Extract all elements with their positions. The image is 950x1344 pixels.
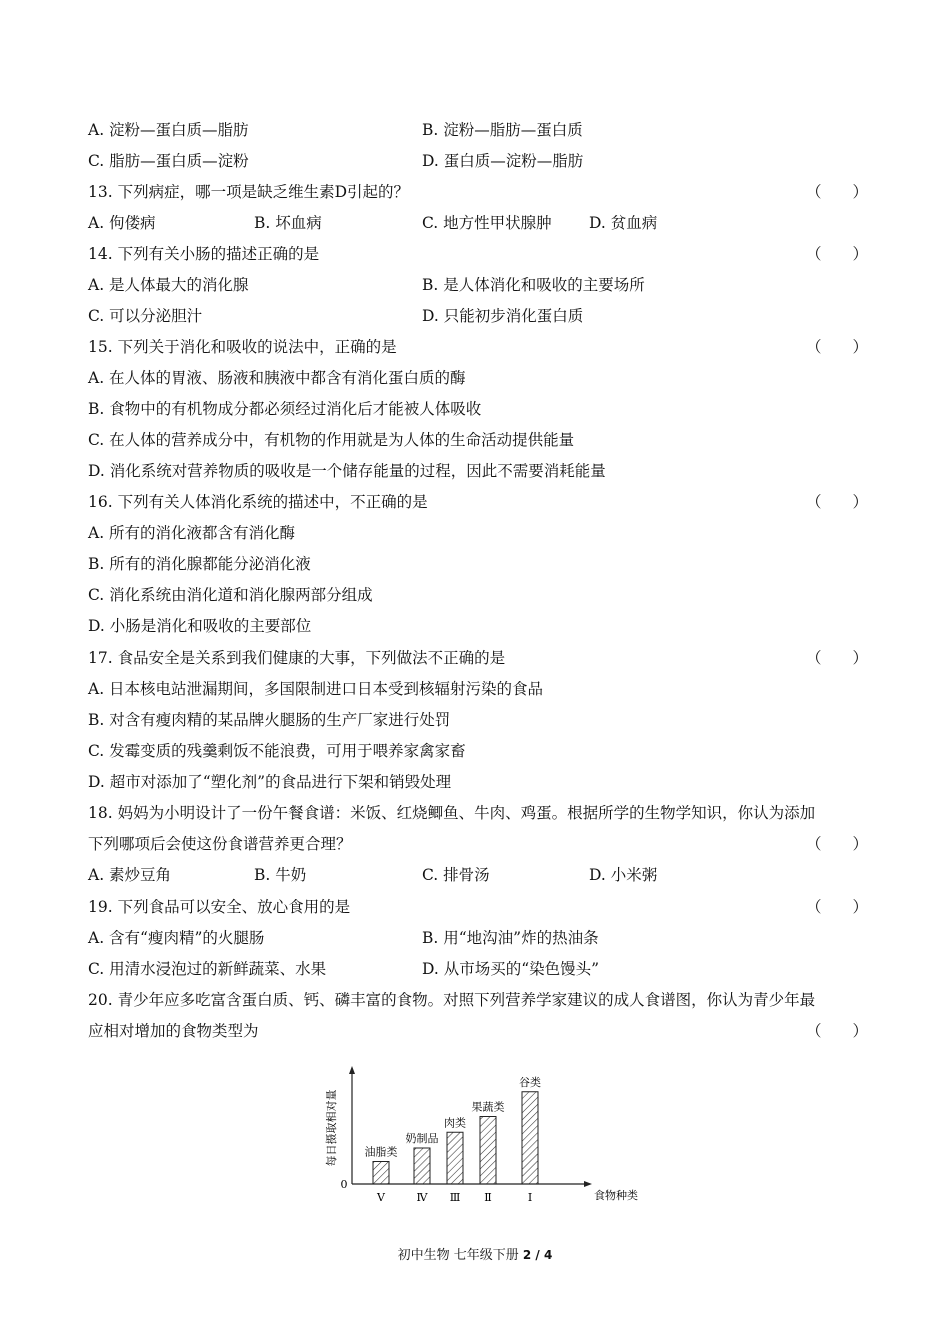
q15-option-b: B. 食物中的有机物成分都必须经过消化后才能被人体吸收 bbox=[88, 400, 482, 418]
q13-answer-paren: （ ） bbox=[805, 183, 868, 201]
bar-label-1: 油脂类 bbox=[364, 1145, 398, 1159]
q17-option-c: C. 发霉变质的残羹剩饭不能浪费，可用于喂养家禽家畜 bbox=[88, 742, 466, 760]
q13-option-a: A. 佝偻病 bbox=[88, 214, 156, 232]
q14-answer-paren: （ ） bbox=[805, 245, 868, 263]
q18-options-row bbox=[88, 863, 868, 887]
q19-row-1 bbox=[88, 926, 868, 950]
q15-stem: 15. 下列关于消化和吸收的说法中，正确的是 bbox=[88, 338, 397, 356]
q20-stem-row-2 bbox=[88, 1019, 868, 1043]
q17-stem: 17. 食品安全是关系到我们健康的大事，下列做法不正确的是 bbox=[88, 649, 506, 667]
q18-answer-paren: （ ） bbox=[805, 835, 868, 853]
q14-row-2 bbox=[88, 304, 868, 328]
q12-option-a: A. 淀粉—蛋白质—脂肪 bbox=[88, 121, 249, 139]
bar-label-4: 果蔬类 bbox=[471, 1100, 505, 1114]
q19-option-a: A. 含有“瘦肉精”的火腿肠 bbox=[88, 929, 265, 947]
q13-stem-row bbox=[88, 180, 868, 204]
q13-option-d: D. 贫血病 bbox=[589, 214, 658, 232]
q14-row-1 bbox=[88, 273, 868, 297]
q18-option-b: B. 牛奶 bbox=[254, 866, 307, 884]
q15-option-c: C. 在人体的营养成分中，有机物的作用就是为人体的生命活动提供能量 bbox=[88, 431, 575, 449]
q12-option-d: D. 蛋白质—淀粉—脂肪 bbox=[422, 152, 584, 170]
q14-stem-row bbox=[88, 242, 868, 266]
q17-option-b: B. 对含有瘦肉精的某品牌火腿肠的生产厂家进行处罚 bbox=[88, 711, 451, 729]
q13-option-b: B. 坏血病 bbox=[254, 214, 322, 232]
y-axis-label: 每日摄取相对量 bbox=[325, 1089, 338, 1167]
q16-stem: 16. 下列有关人体消化系统的描述中，不正确的是 bbox=[88, 493, 428, 511]
bar-label-5: 谷类 bbox=[519, 1075, 541, 1089]
q19-stem-row bbox=[88, 895, 868, 919]
q16-option-d: D. 小肠是消化和吸收的主要部位 bbox=[88, 617, 312, 635]
x-tick-label-5: Ⅰ bbox=[527, 1191, 533, 1204]
bar-label-2: 奶制品 bbox=[405, 1132, 439, 1145]
x-axis-label: 食物种类 bbox=[594, 1189, 638, 1202]
q19-answer-paren: （ ） bbox=[805, 898, 868, 916]
bar-3 bbox=[447, 1132, 463, 1184]
page-footer bbox=[0, 1246, 950, 1265]
q20-stem-line-2: 应相对增加的食物类型为 bbox=[88, 1022, 259, 1040]
q15-answer-paren: （ ） bbox=[805, 338, 868, 356]
q14-option-b: B. 是人体消化和吸收的主要场所 bbox=[422, 276, 645, 294]
q13-stem: 13. 下列病症，哪一项是缺乏维生素D引起的？ bbox=[88, 183, 410, 201]
q19-stem: 19. 下列食品可以安全、放心食用的是 bbox=[88, 898, 351, 916]
q18-stem-line-2: 下列哪项后会使这份食谱营养更合理？ bbox=[88, 835, 352, 853]
origin-label: 0 bbox=[340, 1178, 348, 1191]
q19-option-b: B. 用“地沟油”炸的热油条 bbox=[422, 929, 599, 947]
q15-stem-row bbox=[88, 335, 868, 359]
q17-stem-row bbox=[88, 646, 868, 670]
q15-option-a: A. 在人体的胃液、肠液和胰液中都含有消化蛋白质的酶 bbox=[88, 369, 466, 387]
q12-option-c: C. 脂肪—蛋白质—淀粉 bbox=[88, 152, 249, 170]
q13-option-c: C. 地方性甲状腺肿 bbox=[422, 214, 552, 232]
q17-option-d: D. 超市对添加了“塑化剂”的食品进行下架和销毁处理 bbox=[88, 773, 452, 791]
q19-row-2 bbox=[88, 957, 868, 981]
bar-1 bbox=[373, 1162, 389, 1185]
footer-text: 初中生物 七年级下册 bbox=[397, 1248, 523, 1263]
x-tick-label-3: Ⅲ bbox=[449, 1191, 461, 1204]
q12-row-1 bbox=[88, 118, 868, 142]
q18-stem-row-2 bbox=[88, 832, 868, 856]
bar-2 bbox=[414, 1148, 430, 1184]
q16-option-b: B. 所有的消化腺都能分泌消化液 bbox=[88, 555, 311, 573]
q17-answer-paren: （ ） bbox=[805, 649, 868, 667]
q19-option-d: D. 从市场买的“染色馒头” bbox=[422, 960, 600, 978]
q19-option-c: C. 用清水浸泡过的新鲜蔬菜、水果 bbox=[88, 960, 327, 978]
q18-option-a: A. 素炒豆角 bbox=[88, 866, 172, 884]
q15-option-d: D. 消化系统对营养物质的吸收是一个储存能量的过程，因此不需要消耗能量 bbox=[88, 462, 606, 480]
q20-stem-line-1: 20. 青少年应多吃富含蛋白质、钙、磷丰富的食物。对照下列营养学家建议的成人食谱图，你认为青少年最 bbox=[88, 991, 816, 1009]
q20-answer-paren: （ ） bbox=[805, 1022, 868, 1040]
q16-answer-paren: （ ） bbox=[805, 493, 868, 511]
bar-4 bbox=[480, 1117, 496, 1185]
q13-options-row bbox=[88, 211, 868, 235]
q14-stem: 14. 下列有关小肠的描述正确的是 bbox=[88, 245, 320, 263]
q12-option-b: B. 淀粉—脂肪—蛋白质 bbox=[422, 121, 583, 139]
y-axis-arrow bbox=[349, 1066, 355, 1074]
bar-5 bbox=[522, 1092, 538, 1184]
bars-group bbox=[365, 1075, 542, 1204]
q12-row-2 bbox=[88, 149, 868, 173]
q14-option-d: D. 只能初步消化蛋白质 bbox=[422, 307, 584, 325]
adult-diet-bar-chart bbox=[318, 1062, 638, 1212]
q18-stem-line-1: 18. 妈妈为小明设计了一份午餐食谱：米饭、红烧鲫鱼、牛肉、鸡蛋。根据所学的生物学知识，你认为添加 bbox=[88, 804, 816, 822]
q17-option-a: A. 日本核电站泄漏期间，多国限制进口日本受到核辐射污染的食品 bbox=[88, 680, 544, 698]
q16-option-c: C. 消化系统由消化道和消化腺两部分组成 bbox=[88, 586, 373, 604]
q18-option-d: D. 小米粥 bbox=[589, 866, 658, 884]
x-axis-arrow bbox=[584, 1181, 592, 1187]
bar-label-3: 肉类 bbox=[444, 1116, 466, 1130]
q18-option-c: C. 排骨汤 bbox=[422, 866, 490, 884]
x-tick-label-1: Ⅴ bbox=[377, 1191, 385, 1204]
x-tick-label-2: Ⅳ bbox=[416, 1191, 428, 1204]
page-number: 2 / 4 bbox=[522, 1248, 553, 1262]
q16-stem-row bbox=[88, 490, 868, 514]
q16-option-a: A. 所有的消化液都含有消化酶 bbox=[88, 524, 296, 542]
x-tick-label-4: Ⅱ bbox=[484, 1191, 492, 1204]
q14-option-c: C. 可以分泌胆汁 bbox=[88, 307, 203, 325]
q14-option-a: A. 是人体最大的消化腺 bbox=[88, 276, 249, 294]
